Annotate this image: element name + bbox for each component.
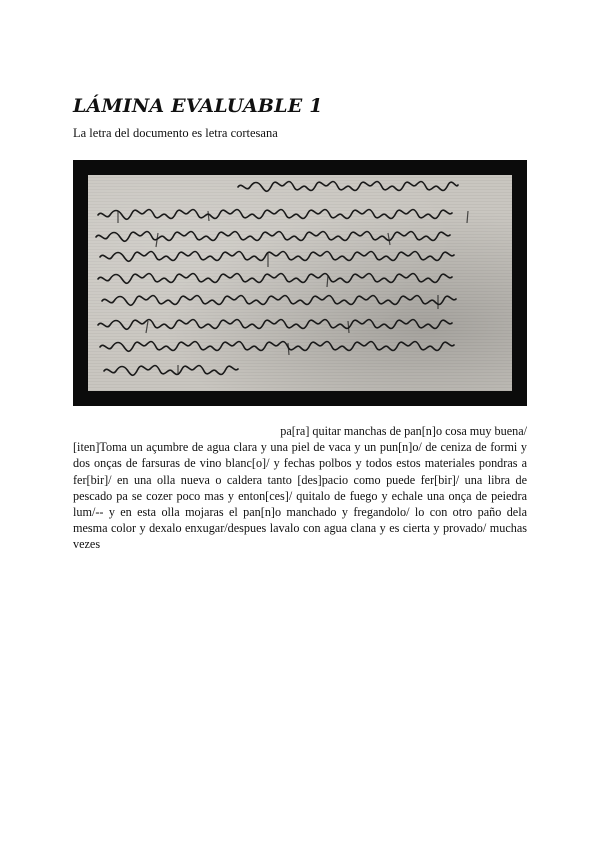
transcription-body: [iten]Toma un açumbre de agua clara y una piel de vaca y un pun[n]o/ de ceniza de formi y dos onças de farsuras de vino blanc[o]/ y fechas polbos y todos estos materiales pondras a fer[bir]/ en una olla nueva o caldera tanto [des]pacio como puede fer[bir]/ una libra de pescado pa se cozer poco mas y enton[ces]/ quitalo de fuego y echale una onça de peiedra lum/-- y en esta olla mojaras el pan[n]o manchado y fregandolo/ lo con otro paño dela mesma color y dexalo enxugar/despues lavalo con agua clana y es cierta y provado/ muchas vezes: [73, 440, 527, 552]
transcription: [73, 423, 527, 553]
handwriting-scribbles: [88, 175, 512, 391]
page-title: LÁMINA EVALUABLE 1: [73, 95, 323, 117]
transcription-heading: pa[ra] quitar manchas de pan[n]o cosa muy buena/: [280, 424, 527, 438]
manuscript-image: [73, 160, 527, 406]
subtitle: La letra del documento es letra cortesana: [73, 126, 278, 140]
manuscript-sheet: [88, 175, 512, 391]
